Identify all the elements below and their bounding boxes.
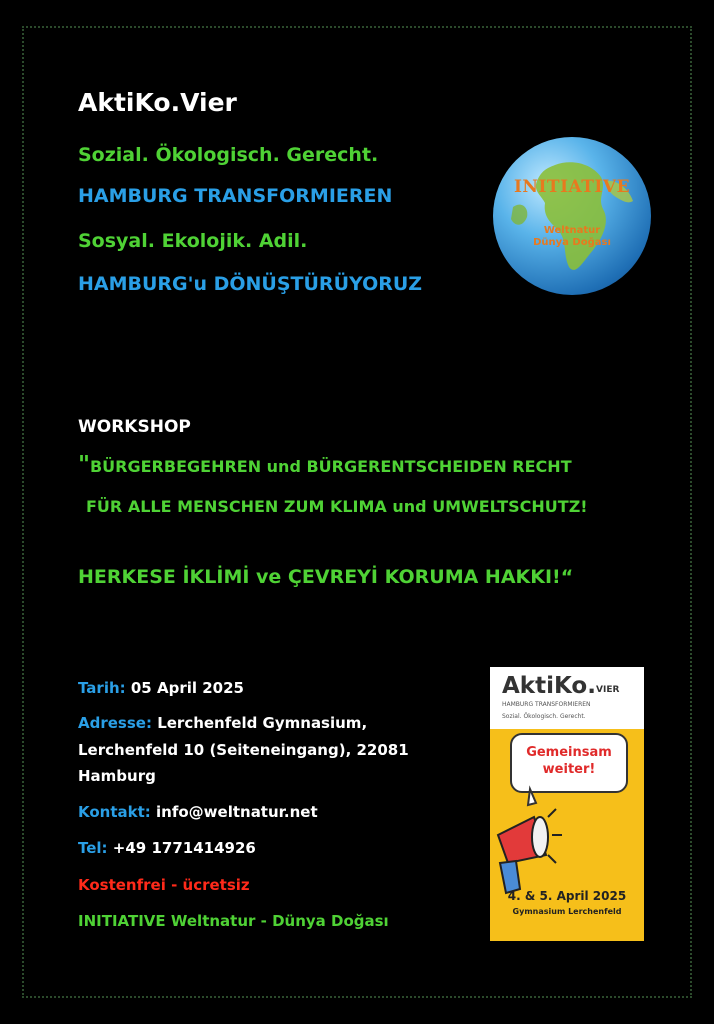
headline-turkish: HAMBURG'u DÖNÜŞTÜRÜYORUZ	[78, 273, 423, 295]
date-row	[78, 679, 244, 697]
address-label: Adresse:	[78, 714, 152, 732]
poster-tagline2: Sozial. Ökologisch. Gerecht.	[502, 713, 586, 720]
poster-tagline1: HAMBURG TRANSFORMIEREN	[502, 701, 591, 708]
cost-note: Kostenfrei - ücretsiz	[78, 876, 250, 894]
poster-brand-suffix: VIER	[596, 685, 620, 695]
poster-venue: Gymnasium Lerchenfeld	[512, 907, 622, 916]
poster-brand: AktiKo.	[502, 673, 596, 699]
globe-logo	[493, 137, 651, 295]
bubble-line1: Gemeinsam	[526, 745, 612, 760]
phone-label: Tel:	[78, 839, 108, 857]
phone-row	[78, 839, 256, 857]
headline-german: HAMBURG TRANSFORMIEREN	[78, 185, 393, 207]
date-label: Tarih:	[78, 679, 126, 697]
globe-dunya-label: Dünya Doğası	[533, 237, 611, 248]
address-line1: Lerchenfeld Gymnasium,	[157, 714, 368, 732]
workshop-title-line1	[78, 452, 572, 478]
workshop-title-turkish: HERKESE İKLİMİ ve ÇEVREYİ KORUMA HAKKI!“	[78, 566, 574, 588]
workshop-title-line1-text: BÜRGERBEGEHREN und BÜRGERENTSCHEIDEN RECHT	[89, 457, 572, 476]
globe-continents-icon	[493, 137, 651, 295]
globe-initiative-label: INITIATIVE	[513, 177, 631, 197]
organizer-name: INITIATIVE Weltnatur - Dünya Doğası	[78, 912, 389, 930]
globe-weltnatur-label: Weltnatur	[543, 225, 601, 236]
contact-email[interactable]: info@weltnatur.net	[156, 803, 318, 821]
slogan-german: Sozial. Ökologisch. Gerecht.	[78, 144, 379, 166]
address-line2: Lerchenfeld 10 (Seiteneingang), 22081	[78, 741, 409, 759]
poster-date: 4. & 5. April 2025	[507, 889, 627, 903]
open-quote-mark: "	[78, 452, 90, 478]
address-row	[78, 714, 367, 732]
slogan-turkish: Sosyal. Ekolojik. Adil.	[78, 230, 308, 252]
contact-row	[78, 803, 318, 821]
bubble-line2: weiter!	[542, 762, 596, 777]
address-line3: Hamburg	[78, 767, 156, 785]
event-poster	[490, 667, 644, 941]
workshop-heading: WORKSHOP	[78, 417, 191, 437]
contact-label: Kontakt:	[78, 803, 151, 821]
workshop-title-line2: FÜR ALLE MENSCHEN ZUM KLIMA und UMWELTSCHUTZ!	[86, 497, 588, 516]
page-title: AktiKo.Vier	[78, 88, 237, 117]
phone-number[interactable]: +49 1771414926	[112, 839, 256, 857]
date-value: 05 April 2025	[130, 679, 244, 697]
